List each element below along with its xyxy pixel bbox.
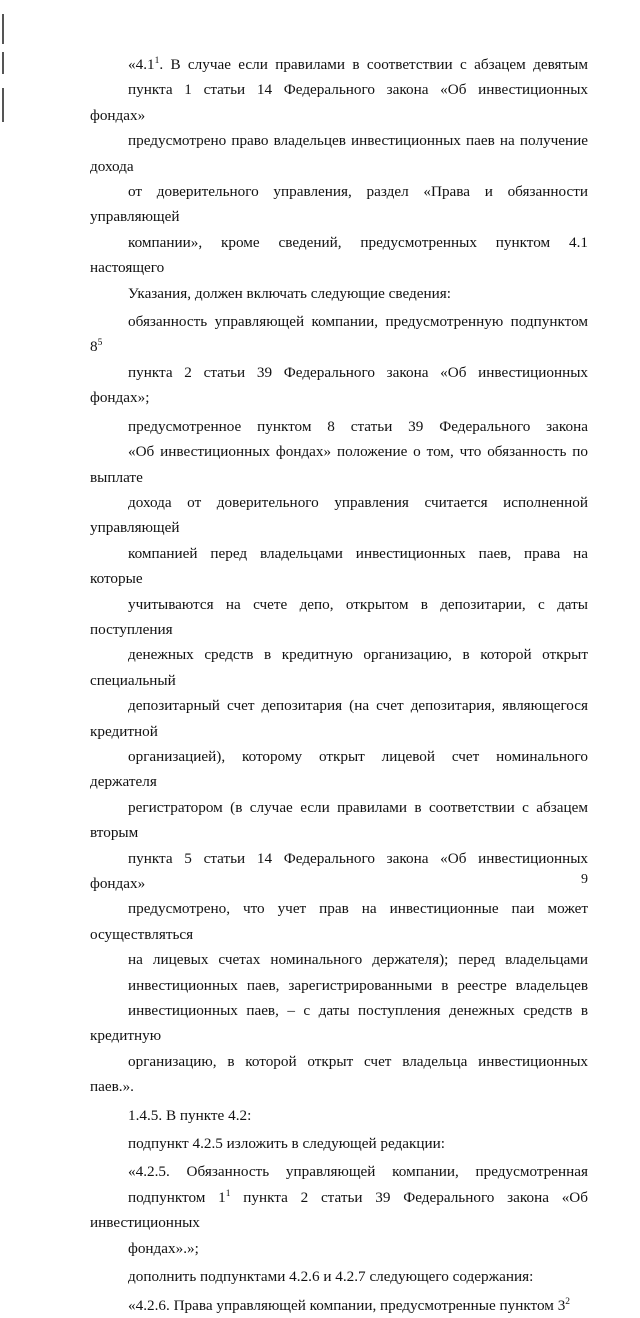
paragraph-obligation-8-5 [90,309,588,411]
text-line: «4.2.5. Обязанность управляющей компании, предусмотренная [128,1163,588,1181]
paragraph-subpoint-4-2-5-intro [90,1131,588,1156]
paragraph-add-4-2-6-4-2-7 [90,1264,588,1289]
page-number: 9 [581,872,588,887]
text-line: подпунктом $1^1$ пункта 2 статьи 39 Федерального закона «Об инвестиционных [90,1188,588,1232]
text-line: инвестиционных паев, зарегистрированными в реестре владельцев [128,976,588,994]
text-line: депозитарный счет депозитария (на счет депозитария, являющегося кредитной [90,697,588,740]
text-line: учитываются на счете депо, открытом в депозитарии, с даты поступления [90,595,588,638]
text-line: пункта 1 статьи 14 Федерального закона «Об инвестиционных фондах» [90,81,588,124]
text-line: фондах».»; [128,1239,199,1257]
text-line: от доверительного управления, раздел «Права и обязанности управляющей [90,183,588,226]
text-line: Указания, должен включать следующие сведения: [128,284,451,302]
text-line: организацию, в которой открыт счет владельца инвестиционных паев.». [90,1052,588,1096]
text-line: предусмотренное пунктом 8 статьи 39 Федерального закона [128,417,588,435]
paragraph-4-2-6 [90,1293,588,1318]
text-line: «$4.1^1$. В случае если правилами в соответствии с абзацем девятым [128,56,588,73]
text-line: «Об инвестиционных фондах» положение о том, что обязанность по выплате [90,443,588,486]
text-line: обязанность управляющей компании, предусмотренную подпунктом $8^5$ [90,313,588,356]
text-line: предусмотрено, что учет прав на инвестиционные паи может осуществляться [90,900,588,943]
superscript-index: 1 [154,56,160,66]
text-line: 1.4.5. В пункте 4.2: [128,1106,252,1124]
text-line: на лицевых счетах номинального держателя); перед владельцами [128,951,588,969]
margin-binding-marks [2,14,6,124]
paragraph-4-1-1 [90,52,588,306]
text-line: регистратором (в случае если правилами в соответствии с абзацем вторым [90,798,588,842]
text-line: дополнить подпунктами 4.2.6 и 4.2.7 следующего содержания: [128,1268,534,1286]
text-line: инвестиционных паев, – с даты поступления денежных средств в кредитную [90,1002,588,1045]
document-body [90,52,588,1318]
text-line: пункта 5 статьи 14 Федерального закона «Об инвестиционных фондах» [90,849,588,892]
paragraph-point-8-article-39 [90,414,588,1100]
superscript-index: 1 [225,1188,231,1199]
superscript-index: 5 [97,338,103,349]
superscript-index: 2 [565,1296,571,1307]
text-line: предусмотрено право владельцев инвестиционных паев на получение дохода [90,132,588,175]
text-line: компании», кроме сведений, предусмотренных пунктом 4.1 настоящего [90,233,588,277]
text-line: «4.2.6. Права управляющей компании, предусмотренные пунктом $3^2$ [128,1296,571,1314]
paragraph-4-2-5 [90,1159,588,1261]
text-line: дохода от доверительного управления считается исполненной управляющей [90,493,588,537]
text-line: подпункт 4.2.5 изложить в следующей редакции: [128,1135,445,1153]
text-line: денежных средств в кредитную организацию, в которой открыт специальный [90,646,588,689]
text-line: пункта 2 статьи 39 Федерального закона «Об инвестиционных фондах»; [90,363,588,407]
text-line: организацией), которому открыт лицевой счет номинального держателя [90,747,588,791]
paragraph-1-4-5-heading [90,1103,588,1128]
text-line: компанией перед владельцами инвестиционных паев, права на которые [90,544,588,588]
